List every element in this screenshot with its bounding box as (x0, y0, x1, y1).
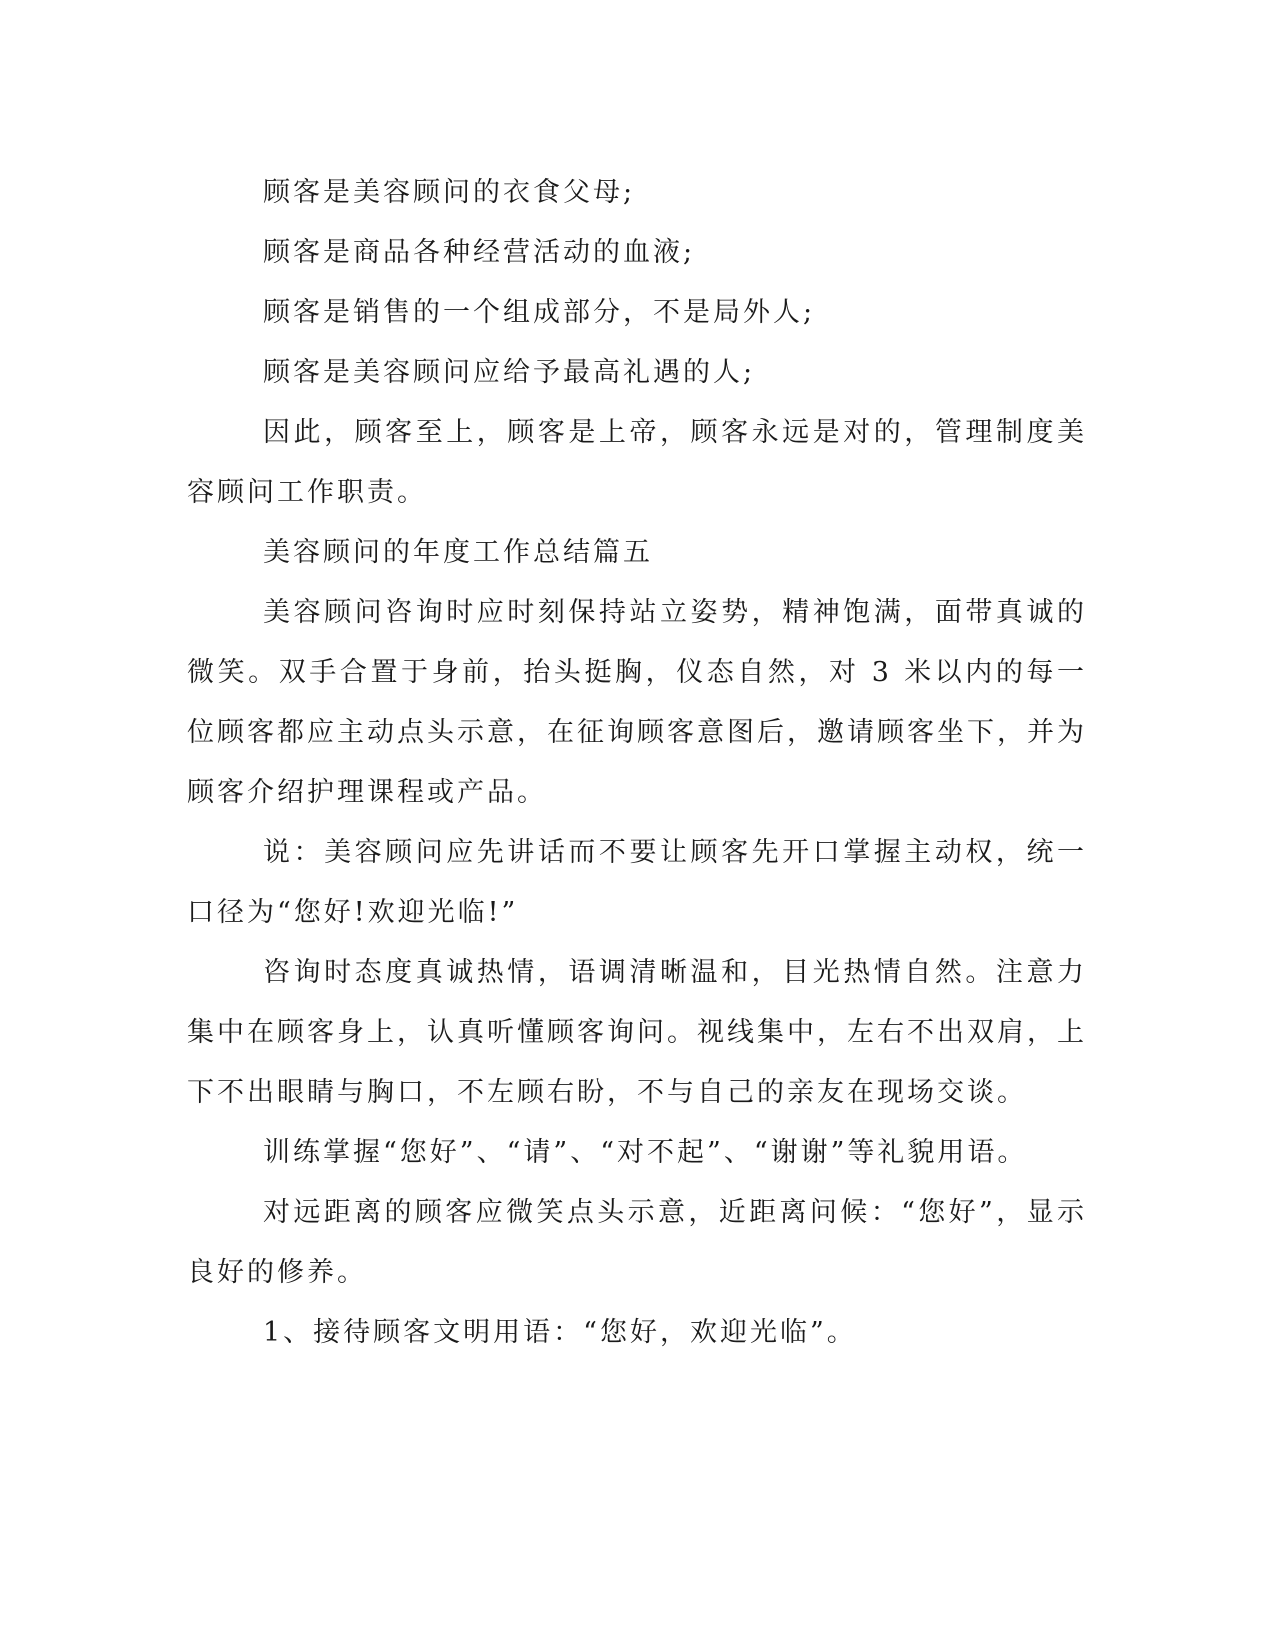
paragraph: 1、接待顾客文明用语：“您好，欢迎光临”。 (263, 1317, 857, 1348)
paragraph: 顾客是销售的一个组成部分，不是局外人; (263, 297, 816, 328)
paragraph: 对远距离的顾客应微笑点头示意，近距离问候：“您好”，显示良好的修养。 (187, 1197, 1087, 1288)
paragraph: 咨询时态度真诚热情，语调清晰温和，目光热情自然。注意力集中在顾客身上，认真听懂顾客询问。视线集中，左右不出双肩，上下不出眼睛与胸口，不左顾右盼，不与自己的亲友在现场交谈。 (187, 957, 1087, 1108)
paragraph: 顾客是商品各种经营活动的血液; (263, 237, 696, 268)
section-heading: 美容顾问的年度工作总结篇五 (263, 537, 653, 568)
document-body (187, 163, 1087, 1363)
paragraph: 顾客是美容顾问应给予最高礼遇的人; (263, 357, 756, 388)
paragraph: 训练掌握“您好”、“请”、“对不起”、“谢谢”等礼貌用语。 (263, 1137, 1028, 1168)
paragraph: 美容顾问咨询时应时刻保持站立姿势，精神饱满，面带真诚的微笑。双手合置于身前，抬头挺胸，仪态自然，对 3 米以内的每一位顾客都应主动点头示意，在征询顾客意图后，邀请顾客坐下，并为顾客介绍护理课程或产品。 (187, 597, 1087, 808)
paragraph: 顾客是美容顾问的衣食父母; (263, 177, 636, 208)
paragraph: 因此，顾客至上，顾客是上帝，顾客永远是对的，管理制度美容顾问工作职责。 (187, 417, 1087, 508)
paragraph: 说：美容顾问应先讲话而不要让顾客先开口掌握主动权，统一口径为“您好!欢迎光临!” (187, 837, 1087, 928)
